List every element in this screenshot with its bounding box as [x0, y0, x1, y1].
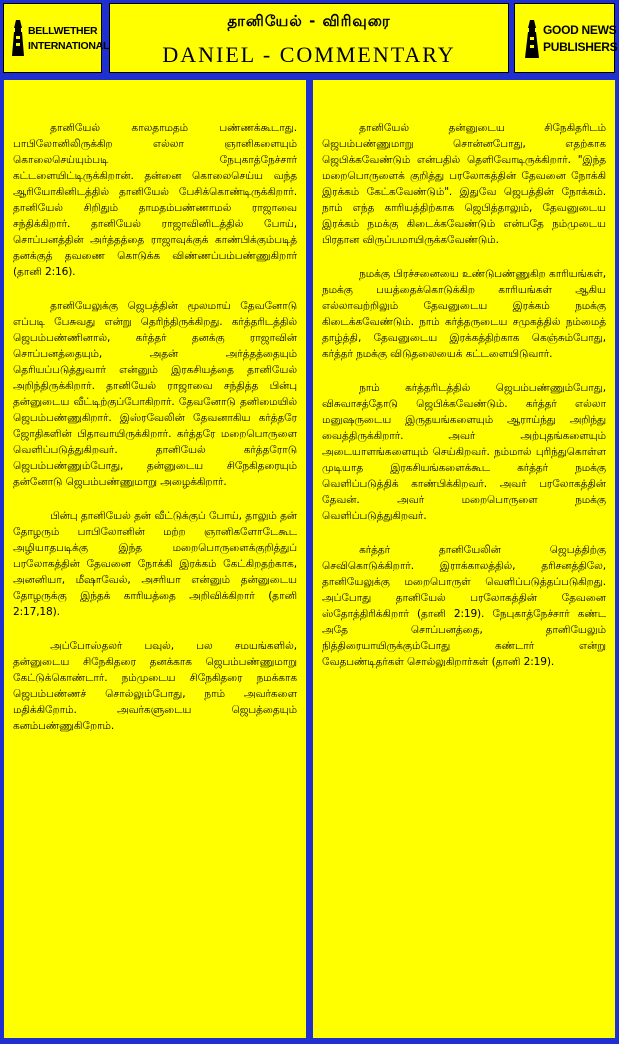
paragraph: கர்த்தர் தானியேலின் ஜெபத்திற்கு செவிகொடுக்கிறார். இராக்காலத்தில், தரிசனத்திலே, தானியேலுக்கு மறைபொருள் வெளிப்படுத்தப்படுகிறது. அப்போது தானியேல் பரலோகத்தின் தேவனை ஸ்தோத்திரிக்கிறார் (தானி 2:19). நேபுகாத்நேச்சார் கண்ட அதே சொப்பனத்தை, தானியேலும் நித்திரையாயிருக்கும்போது கண்டார் என்று வேதபண்டிதர்கள் சொல்லுகிறார்கள் (தானி 2:19). [322, 544, 606, 668]
right-column [313, 80, 615, 1038]
title-box [109, 3, 509, 73]
title-english: DANIEL - COMMENTARY [162, 42, 456, 67]
good-news-logo [514, 3, 618, 73]
left-column [4, 80, 306, 1038]
bellwether-logo-text [28, 24, 109, 54]
logo-line-2: PUBLISHERS [543, 40, 618, 54]
paragraph: தானியேல் காலதாமதம் பண்ணக்கூடாது. பாபிலோனிலிருக்கிற எல்லா ஞானிகளையும் கொலைசெய்யும்படி நேபுகாத்நேச்சார் கட்டளையிட்டிருக்கிறான். தன்னை கொலைசெய்ய வந்த ஆரியோகினிடத்தில் தானியேல் பேசிக்கொண்டிருக்கிறார். தானியேல் சிறிதும் தாமதம்பண்ணாமல் ராஜாவை சந்திக்கிறார். தானியேல் ராஜாவினிடத்தில் போய், சொப்பனத்தின் அர்த்தத்தை ராஜாவுக்குக் காண்பிக்கும்படித் தனக்குத் தவணை கொடுக்க விண்ணப்பம்பண்ணுகிறார் (தானி 2:16). [13, 122, 297, 278]
logo-line-2: INTERNATIONAL [28, 40, 110, 52]
bellwether-logo [3, 3, 110, 73]
paragraph: தானியேலுக்கு ஜெபத்தின் மூலமாய் தேவனோடு எப்படி பேசுவது என்று தெரிந்திருக்கிறது. கர்த்தரிடத்தில் ஜெபம்பண்ணினால், கர்த்தர் தனக்கு ராஜாவின் சொப்பனத்தையும், அதன் அர்த்தத்தையும் தெரியப்படுத்துவார் என்னும் இரகசியத்தை தானியேல் அறிந்திருக்கிறார். தானியேல் ராஜாவை சந்தித்த பின்பு தன்னுடைய வீட்டிற்குப்போகிறார். தேவனோடு தனிமையில் ஜெபம்பண்ணுகிறார். இஸ்ரவேலின் தேவனாகிய கர்த்தரே ஜோதிகளின் பிதாவாயிருக்கிறார். கர்த்தரே மறைபொருளை வெளிப்படுத்துகிறவர். தானியேல் கர்த்தரோடு ஜெபம்பண்ணும்போது, தன்னுடைய சிநேகிதரையும் தன்னோடு ஜெபம்பண்ணுமாறு அழைக்கிறார். [13, 300, 297, 488]
paragraph: நமக்கு பிரச்சனையை உண்டுபண்ணுகிற காரியங்கள், நமக்கு பயத்தைக்கொடுக்கிற காரியங்கள் ஆகிய எல்லாவற்றிலும் தேவனுடைய இரக்கம் நமக்கு கிடைக்கவேண்டும். நாம் கர்த்தருடைய சமுகத்தில் நம்மைத் தாழ்த்தி, தேவனுடைய இரக்கத்திற்காக கெஞ்சும்போது, கர்த்தர் நமக்கு விடுதலையைக் கட்டளையிடுவார். [322, 268, 606, 360]
title-tamil: தானியேல் - விரிவுரை [227, 12, 391, 30]
logo-line-1: GOOD NEWS [543, 23, 617, 37]
good-news-logo-text [543, 22, 617, 56]
paragraph: பின்பு தானியேல் தன் வீட்டுக்குப் போய், தாலும் தன் தோழரும் பாபிலோனின் மற்ற ஞானிகளோடேகூட அழியாதபடிக்கு இந்த மறைபொருளைக்குறித்துப் பரலோகத்தின் தேவனை நோக்கி இரக்கம் கேட்கிறதற்காக, அனனியா, மீஷாவேல், அசரியா என்னும் தன்னுடைய தோழருக்கு இந்தக் காரியத்தை அறிவிக்கிறார் (தானி 2:17,18). [13, 510, 297, 618]
lighthouse-icon [523, 18, 541, 60]
logo-line-1: BELLWETHER [28, 25, 98, 37]
header [0, 0, 619, 78]
paragraph: அப்போஸ்தலர் பவுல், பல சமயங்களில், தன்னுடைய சிநேகிதரை தனக்காக ஜெபம்பண்ணுமாறு கேட்டுக்கொண்டார். நம்முடைய சிநேகிதரை நமக்காக ஜெபம்பண்ணச் சொல்லும்போது, நாம் அவர்களை மதிக்கிறோம். அவர்களுடைய ஜெபத்தையும் கனம்பண்ணுகிறோம். [13, 640, 297, 732]
lighthouse-icon [10, 18, 26, 58]
paragraph: தானியேல் தன்னுடைய சிநேகிதரிடம் ஜெபம்பண்ணுமாறு சொன்னபோது, எதற்காக ஜெபிக்கவேண்டும் என்பதில் தெளிவோடிருக்கிறார். "இந்த மறைபொருளைக் குறித்து பரலோகத்தின் தேவனை நோக்கி இரக்கம் கேட்கவேண்டும்". இதுவே ஜெபத்தின் நோக்கம். நாம் எந்த காரியத்திற்காக ஜெபித்தாலும், தேவனுடைய இரக்கம் நமக்கு கிடைக்கவேண்டும் என்பதே நம்முடைய பிரதான விருப்பமாயிருக்கவேண்டும். [322, 122, 606, 246]
paragraph: நாம் கர்த்தரிடத்தில் ஜெபம்பண்ணும்போது, விசுவாசத்தோடு ஜெபிக்கவேண்டும். கர்த்தர் எல்லா மனுஷருடைய இருதயங்களையும் ஆராய்ந்து அறிந்து வைத்திருக்கிறார். அவர் அற்புதங்களையும் அடையாளங்களையும் செய்கிறவர். நம்மால் புரிந்துகொள்ள முடியாத இரகசியங்களைக்கூட கர்த்தர் நமக்கு வெளிப்படுத்திக் காண்பிக்கிறவர். அவர் பரலோகத்தின் தேவன். அவர் மறைபொருளை நமக்கு வெளிப்படுத்துகிறவர். [322, 382, 606, 522]
